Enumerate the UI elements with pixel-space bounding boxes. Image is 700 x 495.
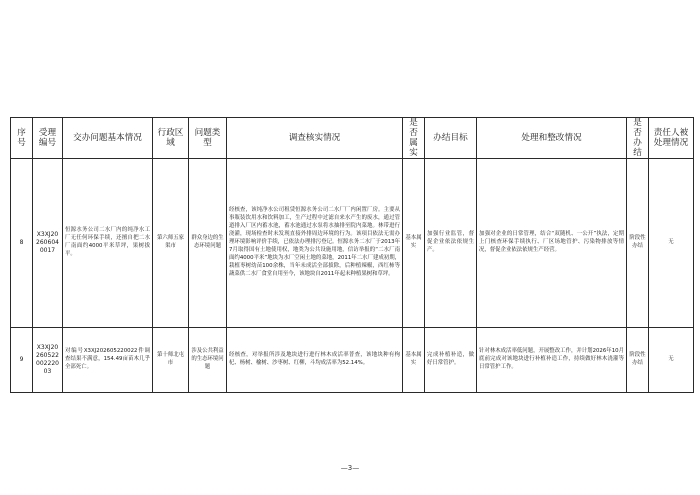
cell-seq: 8: [11, 159, 33, 328]
cell-problem: 恒源水务公司二水厂内的纯净水工厂无任何环保手续，还擅自把二水厂南面约4000平米草坪，果树拔平。: [63, 159, 153, 328]
cell-investigation: 经核查，对举报所涉及地块进行进行林木成活率普查，该地块种有枸杞、杨树、榆树、沙枣树、红柳，斗均成活率为52.14%。: [227, 328, 403, 393]
header-problem: 交办问题基本情况: [63, 118, 153, 159]
cell-goal: 完成补植补造，做好日常管护。: [425, 328, 477, 393]
cell-type: 群众身边的生态环境问题: [189, 159, 227, 328]
header-investigation: 调查核实情况: [227, 118, 403, 159]
cell-truth: 基本属实: [403, 328, 425, 393]
header-punish: 责任人被处理情况: [649, 118, 694, 159]
cell-done: 阶段性办结: [627, 159, 649, 328]
cell-seq: 9: [11, 328, 33, 393]
header-id: 受理编号: [33, 118, 63, 159]
case-table: [10, 117, 694, 393]
cell-region: 第十师北屯市: [153, 328, 189, 393]
cell-region: 第六师五家渠市: [153, 159, 189, 328]
table-row: [11, 328, 694, 393]
cell-punish: 无: [649, 328, 694, 393]
header-seq: 序号: [11, 118, 33, 159]
header-done: 是否办结: [627, 118, 649, 159]
cell-problem: 对编号X3XJ202605220022件调查结果不满意，154.49亩苗木几乎全部死亡。: [63, 328, 153, 393]
cell-id: X3XJ2026052200222003: [33, 328, 63, 393]
cell-punish: 无: [649, 159, 694, 328]
cell-id: X3XJ202606040017: [33, 159, 63, 328]
cell-goal: 加强行业监管，督促企业依法依规生产。: [425, 159, 477, 328]
cell-handling: 加强对企业的日常管理，结合“双随机、一公开”执法，定期上门核查环保手续执行、厂区场地管护、污染物排放等情况，督促企业依法依规生产经营。: [477, 159, 627, 328]
header-truth: 是否属实: [403, 118, 425, 159]
header-type: 问题类型: [189, 118, 227, 159]
table-row: [11, 159, 694, 328]
cell-handling: 针对林木成活率低问题，开展整改工作，并计划2026年10月底前完成对该地块进行补植补造工作，持续做好林木浇灌等日常管护工作。: [477, 328, 627, 393]
cell-done: 阶段性办结: [627, 328, 649, 393]
cell-investigation: 经核查，该纯净水公司租赁恒源水务公司二水厂厂内闲置厂房。主要从事瓶装饮用水和饮料加工，生产过程中过滤自来水产生的废水，通过管道排入厂区内蓄水池，蓄水池通过水泵将水抽排至院内菜地。林带进行浇灌，现场检查时未发现直接外排周边环境的行为。该项目依法无需办理环境影响评价手续，已依法办理排污登记。恒源水务二水厂于2013年7月取得国有土地使用权，地类为公共设施用地，信访举报的“二水厂南面约4000平米”地块为水厂空闲土地的菜地，2011年二水厂建成初期，栽植枣树幼苗100余株，当年未成活全部拔除，后种植辣椒，西红柿等蔬菜供二水厂食堂自用至今，该地块自2011年起未种植果树和草坪。: [227, 159, 403, 328]
table-header-row: [11, 118, 694, 159]
cell-type: 涉及公共利益的生态环境问题: [189, 328, 227, 393]
header-region: 行政区域: [153, 118, 189, 159]
header-handling: 处理和整改情况: [477, 118, 627, 159]
cell-truth: 基本属实: [403, 159, 425, 328]
header-goal: 办结目标: [425, 118, 477, 159]
page-number: —3—: [340, 464, 360, 472]
